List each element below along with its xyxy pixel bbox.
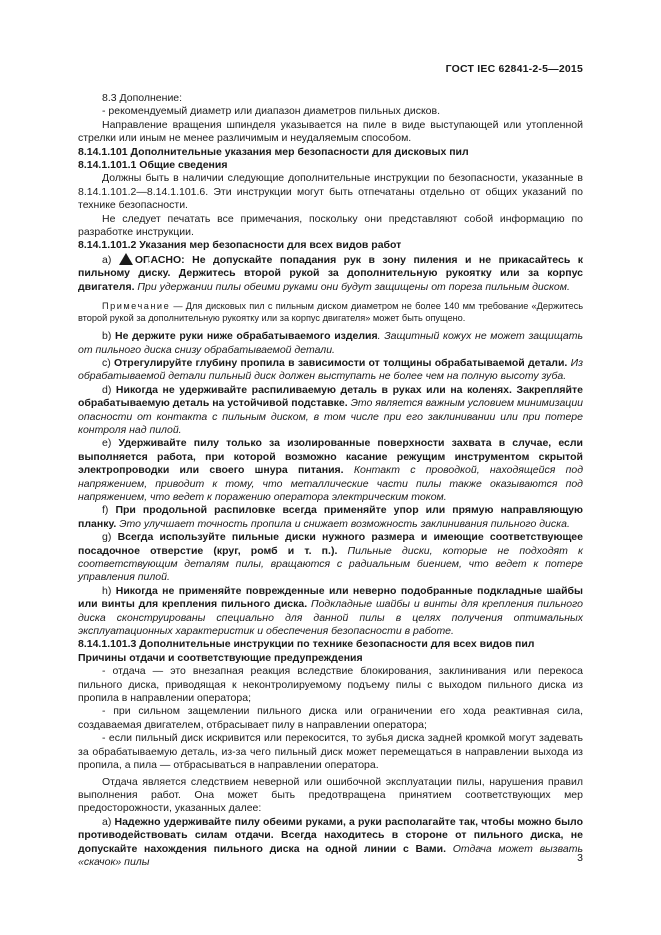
page-number: 3 [577, 852, 583, 864]
doc-header: ГОСТ IEC 62841-2-5—2015 [445, 63, 583, 75]
section-subheading: Причины отдачи и соответствующие предупреждения [78, 651, 363, 664]
paragraph: Отдача является следствием неверной или ошибочной эксплуатации пилы, нарушения правил выполнения работ. Она может быть предотвращена принятием соответствующих мер предосторожности, указанных далее: [78, 775, 583, 815]
item-marker: а) [102, 815, 112, 828]
list-item-f [78, 504, 583, 531]
paragraph: 8.3 Дополнение: [102, 92, 183, 104]
item-bold-text: Всегда используйте пильные диски нужного размера и имеющие соответствующее посадочное отверстие (круг, ромб и т. п.). [78, 531, 583, 557]
item-marker: f) [102, 504, 109, 517]
list-item-g [78, 531, 583, 585]
item-marker: а) [102, 253, 112, 266]
paragraph: - при сильном защемлении пильного диска или ограничении его хода реактивная сила, создаваемая двигателем, отбрасывает пилу в направлении оператора; [78, 705, 583, 731]
item-marker: g) [102, 531, 112, 544]
item-bold-text: Никогда не удерживайте распиливаемую деталь в руках или на коленях. Закрепляйте обрабатываемую деталь на устойчивой подставке. [78, 383, 583, 410]
item-italic-text: При удержании пилы обеими руками они будут защищены от пореза пильным диском. [137, 280, 570, 293]
item-marker: e) [102, 437, 112, 450]
item-italic-text: Из обрабатываемой детали пильный диск должен выступать не более чем на полную высоту зуба. [78, 356, 583, 383]
item-bold-text: Никогда не применяйте поврежденные или неверно подобранные подкладные шайбы или винты для крепления пильного диска. [78, 584, 583, 611]
item-marker: d) [102, 383, 112, 396]
item-bold-text: Не держите руки ниже обрабатываемого изделия [115, 330, 378, 343]
paragraph: - отдача — это внезапная реакция вследствие блокирования, заклинивания или перекоса пильного диска, приводящая к неконтролируемому подъему пилы с выходом пильного диска из пропила в направлении оператора; [78, 665, 583, 705]
list-item-last [78, 816, 583, 870]
item-italic-text: . Защитный кожух не может защищать от пильного диска снизу обрабатываемой детали. [78, 330, 583, 356]
paragraph: Должны быть в наличии следующие дополнительные инструкции по безопасности, указанные в 8.14.1.101.2—8.14.1.101.6. Эти инструкции могут быть отпечатаны отдельно от общих указаний по технике безопасности. [78, 172, 583, 212]
list-item-h [78, 585, 583, 639]
paragraph: Направление вращения шпинделя указывается на пиле в виде выступающей или утопленной стрелки или иным не менее различимым и неудаляемым способом. [78, 118, 583, 145]
item-italic-text: Это улучшает точность пропила и снижает возможность заклинивания пильного диска. [119, 517, 570, 530]
note-text: — Для дисковых пил с пильным диском диаметром не более 140 мм требование «Держитесь второй рукой за дополнительную рукоятку или за корпус двигателя» может быть опущено. [78, 301, 583, 324]
note-label: Примечание [102, 301, 171, 312]
item-italic-text: Контакт с проводкой, находящейся под напряжением, приводит к тому, что металлические части пилы также оказываются под напряжением, что ведет к поражению оператора электрическим током. [78, 464, 584, 503]
list-item-c [78, 357, 583, 384]
warning-triangle-icon [119, 253, 133, 265]
section-heading: 8.14.1.101 Дополнительные указания мер безопасности для дисковых пил [78, 145, 469, 158]
section-heading: 8.14.1.101.1 Общие сведения [78, 159, 228, 172]
section-heading: 8.14.1.101.2 Указания мер безопасности для всех видов работ [78, 239, 402, 252]
paragraph: Не следует печатать все примечания, поскольку они представляют собой информацию по разработке инструкции. [78, 212, 583, 239]
item-bold-text: Надежно удерживайте пилу обеими руками, а руки располагайте так, чтобы можно было противодействовать силам отдачи. Всегда находитесь в стороне от пильного диска, не допускайте нахождения пильного диска на одной линии с Вами. [78, 815, 583, 855]
item-marker: h) [102, 584, 112, 597]
item-marker: b) [102, 330, 112, 343]
item-italic-text: Пильные диски, которые не подходят к соответствующим деталям пилы, вращаются с радиальным биением, что ведет к потере управления пилой. [78, 544, 583, 584]
item-italic-text: Отдача может вызвать «скачок» пилы [78, 842, 584, 868]
list-item-e [78, 437, 583, 504]
item-italic-text: Это является важным условием минимизации опасности от контакта с пильным диском, в том числе при его заклинивании или при потере контроля над пилой. [78, 397, 583, 436]
item-marker: c) [102, 356, 111, 369]
paragraph: - рекомендуемый диаметр или диапазон диаметров пильных дисков. [102, 105, 440, 118]
list-item-d [78, 384, 583, 438]
paragraph: - если пильный диск искривится или перекосится, то зубья диска задней кромкой могут задевать за обрабатываемую деталь, из-за чего пильный диск может перемещаться в направлении выхода из пропила, а пила — отбрасываться в направлении оператора. [78, 732, 583, 772]
note [78, 300, 583, 324]
item-italic-text: Подкладные шайбы и винты для крепления пильного диска сконструированы специально для данной пилы в целях получения оптимальных эксплуатационных характеристик и обеспечения безопасности в работе. [78, 598, 583, 638]
item-bold-text: Удерживайте пилу только за изолированные поверхности захвата в случае, если выполняется работа, при которой возможно касание режущим инструментом скрытой электропроводки или своего шнура питания. [78, 437, 584, 477]
list-item-b [78, 330, 583, 357]
document-body [78, 92, 583, 869]
section-heading: 8.14.1.101.3 Дополнительные инструкции по технике безопасности для всех видов пил [78, 638, 535, 651]
item-bold-text: Отрегулируйте глубину пропила в зависимости от толщины обрабатываемой детали. [114, 356, 568, 369]
list-item-a [78, 253, 583, 294]
item-bold-text: ОПАСНО: Не допускайте попадания рук в зону пиления и не прикасайтесь к пильному диску. Держитесь второй рукой за дополнительную рукоятку или за корпус двигателя. [78, 253, 583, 293]
item-bold-text: При продольной распиловке всегда применяйте упор или прямую направляющую планку. [78, 504, 583, 530]
